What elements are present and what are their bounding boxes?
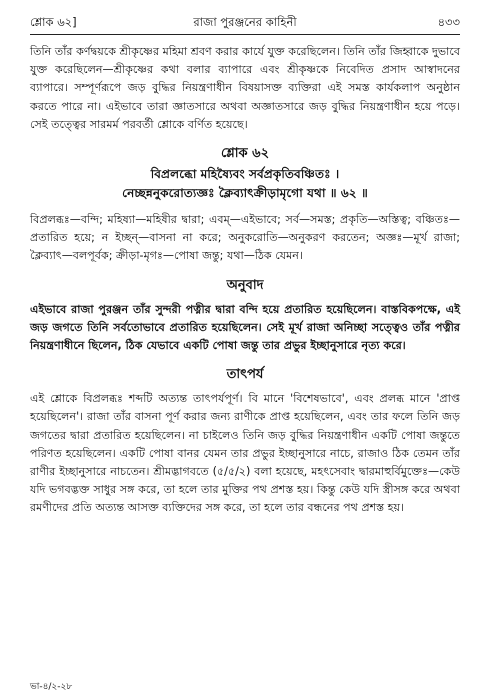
verse-line-2: নেচ্ছন্ননুকরোত্যজ্ঞঃ ক্লৈব্যাৎক্রীড়ামৃগো যথা ॥ ৬২ ॥ bbox=[122, 186, 368, 201]
purport-paragraph: এই শ্লোকে বিপ্রলব্ধঃ শব্দটি অত্যন্ত তাৎপর্যপূর্ণ। বি মানে 'বিশেষভাবে', এবং প্রলব্ধ মানে 'প্রাপ্ত হয়েছিলেন'। রাজা তাঁর বাসনা পূর্ণ করার জন্য রাণীকে প্রাপ্ত হয়েছিলেন, এবং তার ফলে তিনি জড় জগতের দ্বারা প্রতারিত হয়েছিলেন। না চাইলেও তিনি জড় বুদ্ধির নিয়ন্ত্রণাধীন একটি পোষা জন্তুতে পরিণত হয়েছিলেন। একটি পোষা বানর যেমন তার প্রভুর ইচ্ছানুসারে নাচে, রাজাও ঠিক তেমন তাঁর রাণীর ইচ্ছানুসারে নাচতেন। শ্রীমদ্ভাগবতে (৫/৫/২) বলা হয়েছে, মহৎসেবাং দ্বারমাহুর্বিমুক্তেঃ—কেউ যদি ভগবদ্ভক্ত সাধুর সঙ্গ করে, তা হলে তার মুক্তির পথ প্রশস্ত হয়। কিন্তু কেউ যদি স্ত্রীসঙ্গ করে অথবা রমণীদের প্রতি অত্যন্ত আসক্ত ব্যক্তিদের সঙ্গ করে, তা হলে তার বন্ধনের পথ প্রশস্ত হয়। bbox=[30, 392, 460, 515]
verse-line-1: বিপ্রলব্ধো মহিষ্যৈবং সর্বপ্রকৃতিবঞ্চিতঃ । bbox=[150, 167, 340, 182]
header-divider bbox=[30, 34, 460, 35]
synonyms-paragraph: বিপ্রলব্ধঃ—বন্দি; মহিষ্যা—মহিষীর দ্বারা; এবম্—এইভাবে; সর্ব—সমস্ত; প্রকৃতি—অস্তিত্ব; বঞ্চিতঃ—প্রতারিত হয়ে; ন ইচ্ছন্—বাসনা না করে; অনুকরোতি—অনুকরণ করতেন; অজ্ঞঃ—মূর্খ রাজা; ক্লৈব্যাৎ—বলপূর্বক; ক্রীড়া-মৃগঃ—পোষা জন্তু; যথা—ঠিক যেমন। bbox=[30, 213, 460, 263]
verse-label: শ্লোক ৬২ bbox=[220, 146, 270, 162]
running-head bbox=[30, 14, 460, 32]
purport-heading: তাৎপর্য bbox=[226, 367, 264, 383]
chapter-title: রাজা পুরঞ্জনের কাহিনী bbox=[193, 15, 297, 29]
translation-paragraph: এইভাবে রাজা পুরঞ্জন তাঁর সুন্দরী পত্নীর দ্বারা বন্দি হয়ে প্রতারিত হয়েছিলেন। বাস্তবিকপক্ষে, এই জড় জগতে তিনি সর্বতোভাবে প্রতারিত হয়েছিলেন। সেই মূর্খ রাজা অনিচ্ছা সত্ত্বেও তাঁর পত্নীর নিয়ন্ত্রণাধীনে ছিলেন, ঠিক যেভাবে একটি পোষা জন্তু তার প্রভুর ইচ্ছানুসারে নৃত্য করে। bbox=[30, 302, 460, 353]
book-page bbox=[30, 14, 460, 518]
translation-heading: অনুবাদ bbox=[226, 277, 264, 293]
signature-mark: ভা-৪/২-২৮ bbox=[30, 682, 73, 692]
verse-reference: শ্লোক ৬২] bbox=[30, 15, 77, 29]
intro-paragraph: তিনি তাঁর কর্ণদ্বয়কে শ্রীকৃষ্ণের মহিমা শ্রবণ করার কার্যে যুক্ত করেছিলেন। তিনি তাঁর জিহ্বাকে দুভাবে যুক্ত করেছিলেন—শ্রীকৃষ্ণের কথা বলার ব্যাপারে এবং শ্রীকৃষ্ণকে নিবেদিত প্রসাদ আস্বাদনের ব্যাপারে। সম্পূর্ণরূপে জড় বুদ্ধির নিয়ন্ত্রণাধীন বিষয়াসক্ত ব্যক্তিরা এই সমস্ত কার্যকলাপ অনুষ্ঠান করতে পারে না। এইভাবে তারা জ্ঞাতসারে অথবা অজ্ঞাতসারে জড় বুদ্ধির নিয়ন্ত্রণাধীন হয়ে পড়ে। সেই তত্ত্বের সারমর্ম পরবর্তী শ্লোকে বর্ণিত হয়েছে। bbox=[30, 45, 460, 131]
page-number: ৪৩৩ bbox=[437, 15, 460, 29]
